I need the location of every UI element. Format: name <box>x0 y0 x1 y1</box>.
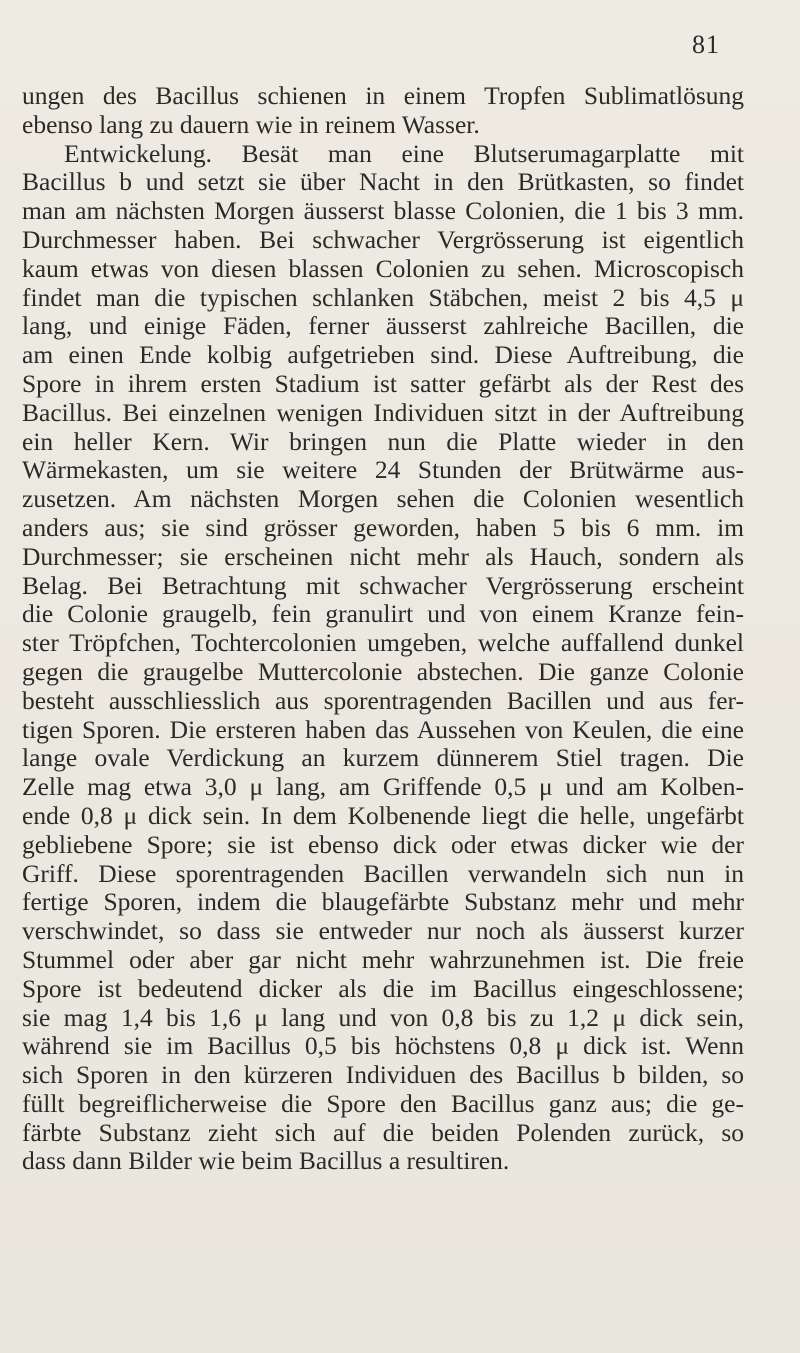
text-line: ende 0,8 μ dick sein. In dem Kolbenende liegt die helle, ungefärbt <box>22 800 744 830</box>
text-line: ebenso lang zu dauern wie in reinem Wasser. <box>22 109 480 139</box>
text-line: man am nächsten Morgen äusserst blasse Colonien, die 1 bis 3 mm. <box>22 196 744 226</box>
text-line: Bacillus b und setzt sie über Nacht in den Brütkasten, so findet <box>22 167 744 197</box>
paragraph-entwickelung <box>22 140 744 1177</box>
text-line: färbte Substanz zieht sich auf die beiden Polenden zurück, so <box>22 1117 744 1147</box>
text-line: sich Sporen in den kürzeren Individuen des Bacillus b bilden, so <box>22 1060 744 1090</box>
body-text <box>22 82 744 1176</box>
text-line: tigen Sporen. Die ersteren haben das Aussehen von Keulen, die eine <box>22 714 744 744</box>
text-line: anders aus; sie sind grösser geworden, haben 5 bis 6 mm. im <box>22 512 744 542</box>
text-line: die Colonie graugelb, fein granulirt und von einem Kranze fein- <box>22 599 744 629</box>
text-line: gebliebene Spore; sie ist ebenso dick oder etwas dicker wie der <box>22 829 744 859</box>
text-line: Bacillus. Bei einzelnen wenigen Individuen sitzt in der Auftreibung <box>22 397 744 427</box>
text-line: Spore in ihrem ersten Stadium ist satter gefärbt als der Rest des <box>22 368 744 398</box>
text-line: Spore ist bedeutend dicker als die im Bacillus eingeschlossene; <box>22 973 744 1003</box>
text-line: sie mag 1,4 bis 1,6 μ lang und von 0,8 bis zu 1,2 μ dick sein, <box>22 1002 744 1032</box>
text-line: ungen des Bacillus schienen in einem Tropfen Sublimatlösung <box>22 81 744 110</box>
page-number: 81 <box>692 30 720 59</box>
text-line: während sie im Bacillus 0,5 bis höchstens 0,8 μ dick ist. Wenn <box>22 1031 744 1061</box>
text-line: kaum etwas von diesen blassen Colonien zu sehen. Microscopisch <box>22 253 744 283</box>
text-line: lang, und einige Fäden, ferner äusserst zahlreiche Bacillen, die <box>22 311 744 341</box>
text-line: Belag. Bei Betrachtung mit schwacher Vergrösserung erscheint <box>22 570 744 600</box>
text-line: fertige Sporen, indem die blaugefärbte Substanz mehr und mehr <box>22 887 744 917</box>
text-line: besteht ausschliesslich aus sporentragenden Bacillen und aus fer- <box>22 685 744 715</box>
text-line: füllt begreiflicherweise die Spore den Bacillus ganz aus; die ge- <box>22 1088 744 1118</box>
text-line: dass dann Bilder wie beim Bacillus a resultiren. <box>22 1146 510 1176</box>
text-line: Durchmesser haben. Bei schwacher Vergrösserung ist eigentlich <box>22 224 744 254</box>
text-line: Zelle mag etwa 3,0 μ lang, am Griffende 0,5 μ und am Kolben- <box>22 772 744 802</box>
text-line: lange ovale Verdickung an kurzem dünnerem Stiel tragen. Die <box>22 743 744 773</box>
text-line: Griff. Diese sporentragenden Bacillen verwandeln sich nun in <box>22 858 744 888</box>
text-line: ster Tröpfchen, Tochtercolonien umgeben, welche auffallend dunkel <box>22 628 744 658</box>
text-line: Entwickelung. Besät man eine Blutserumagarplatte mit <box>64 138 744 168</box>
text-line: Stummel oder aber gar nicht mehr wahrzunehmen ist. Die freie <box>22 944 744 974</box>
text-line: gegen die graugelbe Muttercolonie abstechen. Die ganze Colonie <box>22 656 744 686</box>
paragraph-continuation <box>22 82 744 140</box>
text-line: zusetzen. Am nächsten Morgen sehen die Colonien wesentlich <box>22 484 744 514</box>
text-line: findet man die typischen schlanken Stäbchen, meist 2 bis 4,5 μ <box>22 282 744 312</box>
text-line: verschwindet, so dass sie entweder nur noch als äusserst kurzer <box>22 916 744 946</box>
text-line: am einen Ende kolbig aufgetrieben sind. Diese Auftreibung, die <box>22 340 744 370</box>
text-line: Wärmekasten, um sie weitere 24 Stunden der Brütwärme aus- <box>22 455 744 485</box>
text-line: ein heller Kern. Wir bringen nun die Platte wieder in den <box>22 426 744 456</box>
text-line: Durchmesser; sie erscheinen nicht mehr als Hauch, sondern als <box>22 541 744 571</box>
